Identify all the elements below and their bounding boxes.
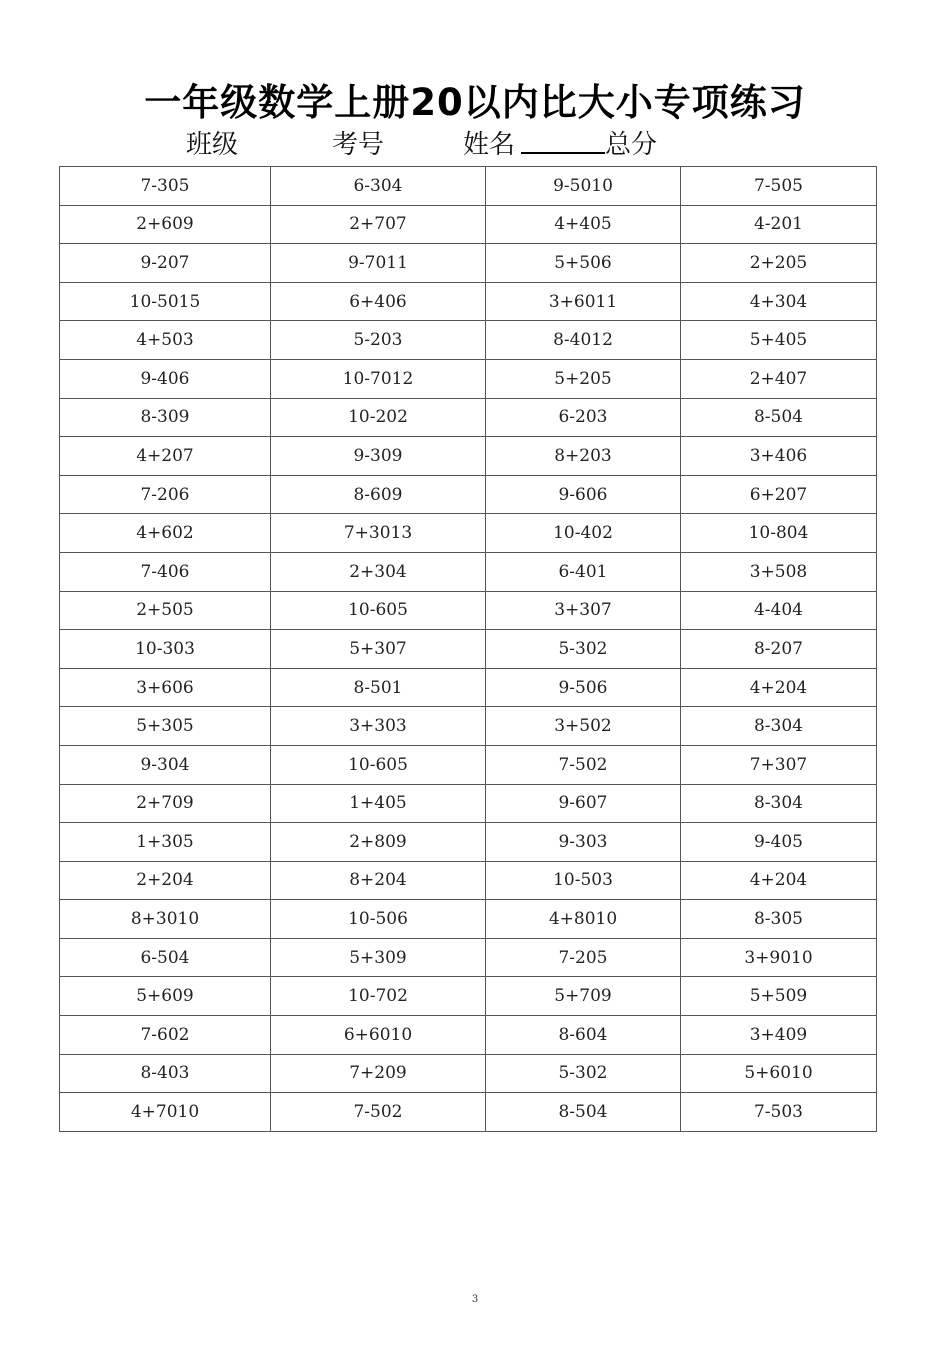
table-row bbox=[60, 977, 877, 1016]
exercise-cell: 7-206 bbox=[60, 475, 271, 514]
exercise-cell: 4-404 bbox=[681, 591, 877, 630]
table-row bbox=[60, 359, 877, 398]
page-title: 一年级数学上册20以内比大小专项练习 bbox=[144, 81, 806, 124]
exercise-cell: 7+3013 bbox=[271, 514, 486, 553]
page-number: 3 bbox=[471, 1294, 479, 1305]
name-label: 姓名 bbox=[463, 130, 516, 160]
exercise-cell: 7-205 bbox=[486, 938, 681, 977]
exercise-cell: 9-7011 bbox=[271, 244, 486, 283]
exercise-cell: 7-502 bbox=[271, 1093, 486, 1132]
total-score-label: 总分 bbox=[605, 130, 658, 160]
exercise-cell: 10-202 bbox=[271, 398, 486, 437]
exercise-cell: 2+304 bbox=[271, 552, 486, 591]
exercise-cell: 5+307 bbox=[271, 630, 486, 669]
table-row bbox=[60, 938, 877, 977]
exercise-cell: 6-401 bbox=[486, 552, 681, 591]
exercise-cell: 9-207 bbox=[60, 244, 271, 283]
exercise-cell: 5+509 bbox=[681, 977, 877, 1016]
exercise-cell: 10-702 bbox=[271, 977, 486, 1016]
exercise-cell: 10-7012 bbox=[271, 359, 486, 398]
exercise-cell: 6+406 bbox=[271, 282, 486, 321]
exercise-cell: 3+406 bbox=[681, 437, 877, 476]
exercise-cell: 10-5015 bbox=[60, 282, 271, 321]
exercise-cell: 7-406 bbox=[60, 552, 271, 591]
exercise-cell: 10-303 bbox=[60, 630, 271, 669]
exercise-cell: 9-506 bbox=[486, 668, 681, 707]
table-row bbox=[60, 437, 877, 476]
exercise-cell: 9-406 bbox=[60, 359, 271, 398]
exercise-cell: 5-302 bbox=[486, 1054, 681, 1093]
exercise-cell: 10-503 bbox=[486, 861, 681, 900]
table-row bbox=[60, 591, 877, 630]
exercise-cell: 2+809 bbox=[271, 823, 486, 862]
exercise-cell: 7-602 bbox=[60, 1016, 271, 1055]
exercise-cell: 2+407 bbox=[681, 359, 877, 398]
exercise-cell: 8-305 bbox=[681, 900, 877, 939]
table-row bbox=[60, 398, 877, 437]
exercise-cell: 8-501 bbox=[271, 668, 486, 707]
exercise-cell: 3+409 bbox=[681, 1016, 877, 1055]
exercise-cell: 5+205 bbox=[486, 359, 681, 398]
exercise-cell: 8-4012 bbox=[486, 321, 681, 360]
exercise-cell: 4+207 bbox=[60, 437, 271, 476]
class-label: 班级 bbox=[186, 130, 239, 160]
exercise-cell: 7+307 bbox=[681, 745, 877, 784]
exercise-cell: 4-201 bbox=[681, 205, 877, 244]
exercise-cell: 8-403 bbox=[60, 1054, 271, 1093]
exercise-cell: 8+204 bbox=[271, 861, 486, 900]
exercise-cell: 8-609 bbox=[271, 475, 486, 514]
exercise-cell: 3+303 bbox=[271, 707, 486, 746]
exercise-cell: 8-304 bbox=[681, 784, 877, 823]
student-info-line bbox=[0, 124, 950, 160]
table-row bbox=[60, 630, 877, 669]
exercise-cell: 8+203 bbox=[486, 437, 681, 476]
exercise-cell: 10-605 bbox=[271, 591, 486, 630]
exam-number-label: 考号 bbox=[332, 130, 385, 160]
exercise-cell: 9-303 bbox=[486, 823, 681, 862]
exercise-cell: 8-309 bbox=[60, 398, 271, 437]
exercise-cell: 5+709 bbox=[486, 977, 681, 1016]
exercise-cell: 8+3010 bbox=[60, 900, 271, 939]
exercise-cell: 7-305 bbox=[60, 167, 271, 206]
exercise-cell: 7-505 bbox=[681, 167, 877, 206]
exercise-cell: 6+6010 bbox=[271, 1016, 486, 1055]
table-row bbox=[60, 784, 877, 823]
exercise-cell: 9-607 bbox=[486, 784, 681, 823]
table-row bbox=[60, 1093, 877, 1132]
exercise-cell: 1+405 bbox=[271, 784, 486, 823]
exercise-cell: 9-405 bbox=[681, 823, 877, 862]
exercise-cell: 10-506 bbox=[271, 900, 486, 939]
exercise-cell: 7+209 bbox=[271, 1054, 486, 1093]
exercise-cell: 4+204 bbox=[681, 668, 877, 707]
exercise-cell: 4+7010 bbox=[60, 1093, 271, 1132]
table-row bbox=[60, 823, 877, 862]
exercise-cell: 4+405 bbox=[486, 205, 681, 244]
table-row bbox=[60, 282, 877, 321]
exercise-cell: 10-402 bbox=[486, 514, 681, 553]
table-row bbox=[60, 745, 877, 784]
exercise-cell: 6-304 bbox=[271, 167, 486, 206]
table-row bbox=[60, 167, 877, 206]
exercise-cell: 2+609 bbox=[60, 205, 271, 244]
table-row bbox=[60, 552, 877, 591]
exercise-cell: 9-5010 bbox=[486, 167, 681, 206]
exercise-table-body bbox=[60, 167, 877, 1132]
exercise-cell: 3+508 bbox=[681, 552, 877, 591]
table-row bbox=[60, 1016, 877, 1055]
exercise-cell: 6-203 bbox=[486, 398, 681, 437]
exercise-cell: 8-504 bbox=[486, 1093, 681, 1132]
exercise-cell: 2+204 bbox=[60, 861, 271, 900]
exercise-cell: 4+304 bbox=[681, 282, 877, 321]
exercise-cell: 4+204 bbox=[681, 861, 877, 900]
exercise-cell: 3+9010 bbox=[681, 938, 877, 977]
exercise-cell: 8-304 bbox=[681, 707, 877, 746]
exercise-table bbox=[59, 166, 877, 1132]
exercise-cell: 2+205 bbox=[681, 244, 877, 283]
exercise-cell: 10-804 bbox=[681, 514, 877, 553]
table-row bbox=[60, 707, 877, 746]
exercise-cell: 7-503 bbox=[681, 1093, 877, 1132]
exercise-cell: 6-504 bbox=[60, 938, 271, 977]
exercise-cell: 6+207 bbox=[681, 475, 877, 514]
name-blank-line bbox=[521, 152, 605, 154]
exercise-cell: 8-207 bbox=[681, 630, 877, 669]
exercise-cell: 7-502 bbox=[486, 745, 681, 784]
exercise-cell: 9-309 bbox=[271, 437, 486, 476]
exercise-cell: 3+6011 bbox=[486, 282, 681, 321]
exercise-cell: 9-606 bbox=[486, 475, 681, 514]
exercise-cell: 5+506 bbox=[486, 244, 681, 283]
exercise-cell: 3+606 bbox=[60, 668, 271, 707]
table-row bbox=[60, 205, 877, 244]
exercise-cell: 8-504 bbox=[681, 398, 877, 437]
exercise-cell: 4+8010 bbox=[486, 900, 681, 939]
table-row bbox=[60, 668, 877, 707]
table-row bbox=[60, 514, 877, 553]
exercise-cell: 5-302 bbox=[486, 630, 681, 669]
exercise-cell: 10-605 bbox=[271, 745, 486, 784]
exercise-cell: 4+503 bbox=[60, 321, 271, 360]
exercise-cell: 1+305 bbox=[60, 823, 271, 862]
exercise-cell: 3+307 bbox=[486, 591, 681, 630]
exercise-cell: 3+502 bbox=[486, 707, 681, 746]
exercise-cell: 5-203 bbox=[271, 321, 486, 360]
table-row bbox=[60, 900, 877, 939]
exercise-cell: 5+305 bbox=[60, 707, 271, 746]
exercise-cell: 9-304 bbox=[60, 745, 271, 784]
table-row bbox=[60, 321, 877, 360]
exercise-cell: 4+602 bbox=[60, 514, 271, 553]
table-row bbox=[60, 475, 877, 514]
exercise-cell: 8-604 bbox=[486, 1016, 681, 1055]
exercise-cell: 2+709 bbox=[60, 784, 271, 823]
exercise-cell: 5+609 bbox=[60, 977, 271, 1016]
table-row bbox=[60, 861, 877, 900]
exercise-cell: 2+505 bbox=[60, 591, 271, 630]
exercise-cell: 5+6010 bbox=[681, 1054, 877, 1093]
table-row bbox=[60, 1054, 877, 1093]
exercise-cell: 5+405 bbox=[681, 321, 877, 360]
exercise-cell: 5+309 bbox=[271, 938, 486, 977]
table-row bbox=[60, 244, 877, 283]
exercise-cell: 2+707 bbox=[271, 205, 486, 244]
